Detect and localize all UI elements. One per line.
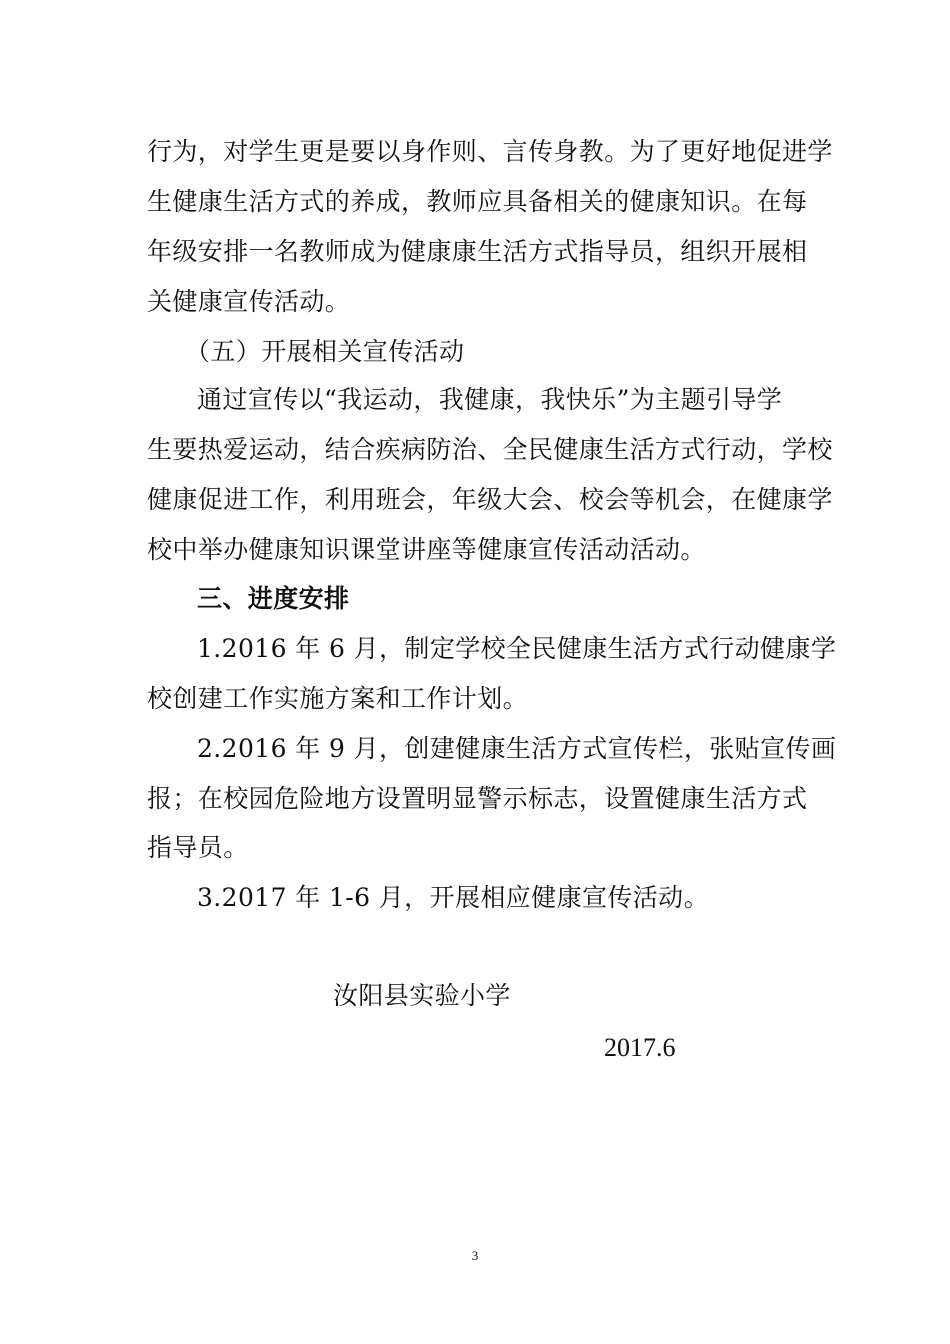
page-number: 3 <box>471 1248 479 1263</box>
schedule-item-line: 校创建工作实施方案和工作计划。 <box>147 684 529 713</box>
paragraph-line: 生健康生活方式的养成，教师应具备相关的健康知识。在每 <box>147 187 808 216</box>
section-heading: 三、进度安排 <box>197 584 350 613</box>
schedule-item-line: 报；在校园危险地方设置明显警示标志，设置健康生活方式 <box>147 784 808 813</box>
schedule-item-line: 1.2016 年 6 月，制定学校全民健康生活方式行动健康学 <box>197 634 837 663</box>
signature: 汝阳县实验小学 <box>333 981 511 1010</box>
schedule-item-line: 指导员。 <box>147 833 249 862</box>
paragraph-line: 行为，对学生更是要以身作则、言传身教。为了更好地促进学 <box>147 137 833 166</box>
paragraph-line: 通过宣传以“我运动，我健康，我快乐”为主题引导学 <box>197 385 783 414</box>
paragraph-line: 生要热爱运动，结合疾病防治、全民健康生活方式行动，学校 <box>147 435 833 464</box>
paragraph-line: 健康促进工作，利用班会，年级大会、校会等机会，在健康学 <box>147 485 833 514</box>
schedule-item-line: 2.2016 年 9 月，创建健康生活方式宣传栏，张贴宣传画 <box>197 734 837 763</box>
schedule-item-line: 3.2017 年 1-6 月，开展相应健康宣传活动。 <box>197 883 709 912</box>
paragraph-line: 关健康宣传活动。 <box>147 287 351 316</box>
document-date: 2017.6 <box>604 1033 676 1062</box>
paragraph-line: 校中举办健康知识课堂讲座等健康宣传活动活动。 <box>147 535 706 564</box>
paragraph-line: 年级安排一名教师成为健康康生活方式指导员，组织开展相 <box>147 237 808 266</box>
section-heading: （五）开展相关宣传活动 <box>185 337 465 366</box>
